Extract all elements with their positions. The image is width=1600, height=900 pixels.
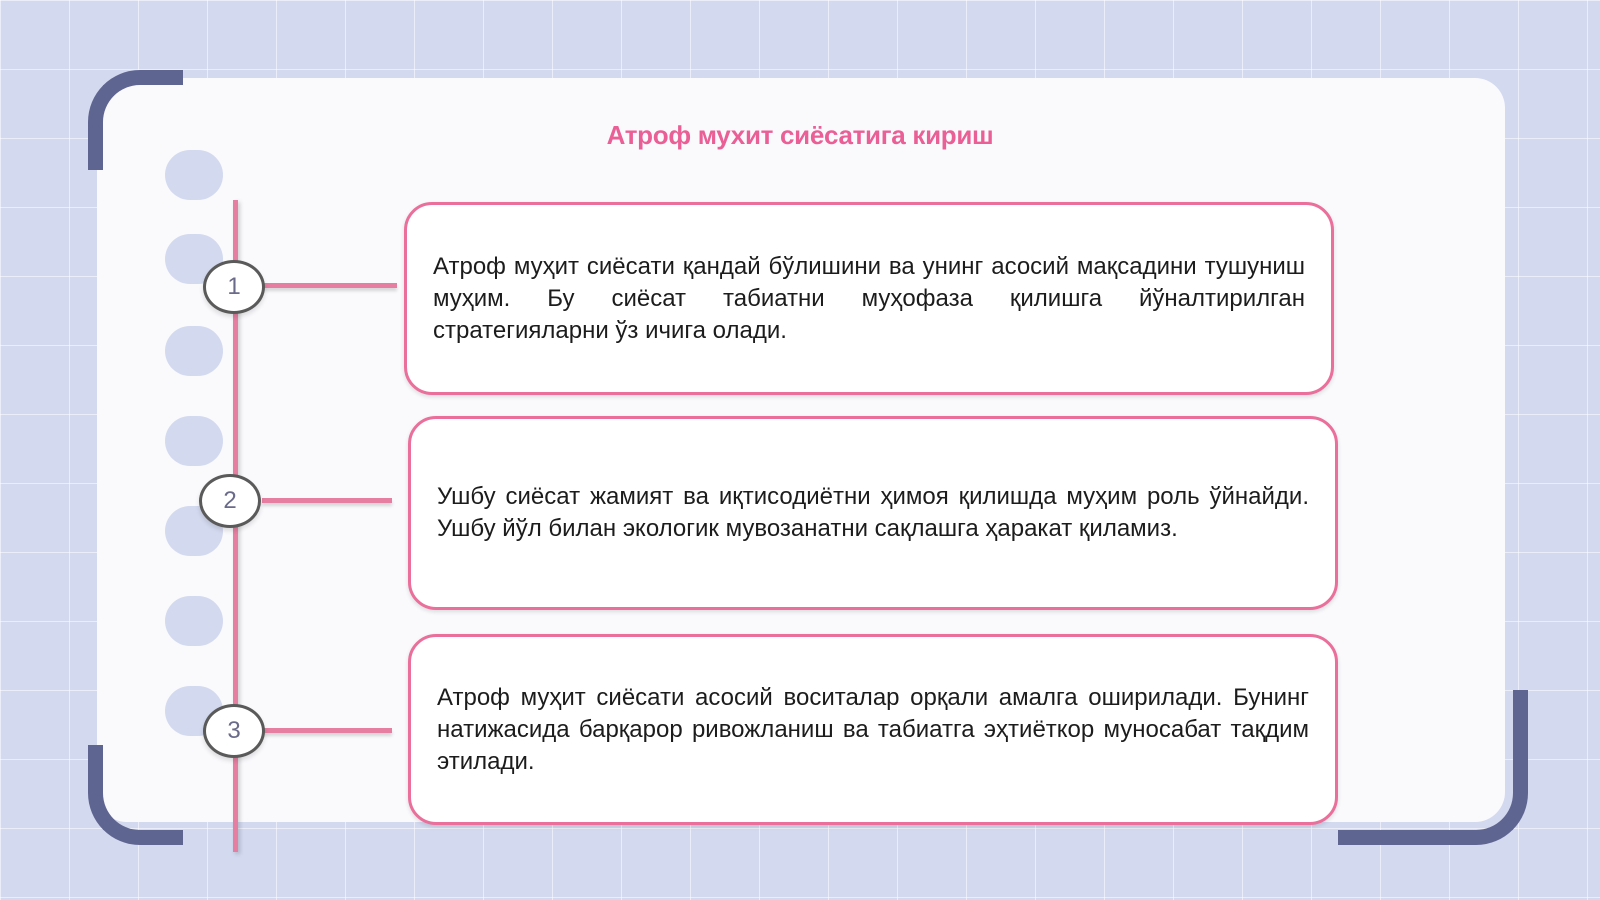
corner-bracket-bottom-right (1338, 690, 1528, 845)
step-3-circle: 3 (203, 704, 265, 758)
step-3-connector (262, 728, 392, 733)
step-2-circle: 2 (199, 474, 261, 528)
step-3-card (408, 634, 1338, 825)
step-1-text: Атроф муҳит сиёсати қандай бўлишини ва унинг асосий мақсадини тушуниш муҳим. Бу сиёсат табиатни муҳофаза қилишга йўналтирилган стратегияларни ўз ичига олади. (433, 252, 1305, 344)
notebook-hole (165, 326, 223, 376)
step-2-text: Ушбу сиёсат жамият ва иқтисодиётни ҳимоя қилишда муҳим роль ўйнайди. Ушбу йўл билан экологик мувозанатни сақлашга ҳаракат қиламиз. (437, 483, 1309, 542)
step-2-card (408, 416, 1338, 610)
corner-bracket-bottom-left (88, 745, 183, 845)
step-1-circle: 1 (203, 260, 265, 314)
step-3-text: Атроф муҳит сиёсати асосий воситалар орқали амалга оширилади. Бунинг натижасида барқарор ривожланиш ва табиатга эҳтиёткор муносабат тақдим этилади. (437, 683, 1309, 775)
notebook-hole (165, 416, 223, 466)
notebook-hole (165, 596, 223, 646)
step-1-connector (262, 283, 397, 288)
slide-title: Атроф мухит сиёсатига кириш (606, 120, 994, 150)
step-1-card (404, 202, 1334, 395)
step-2-connector (262, 498, 392, 503)
